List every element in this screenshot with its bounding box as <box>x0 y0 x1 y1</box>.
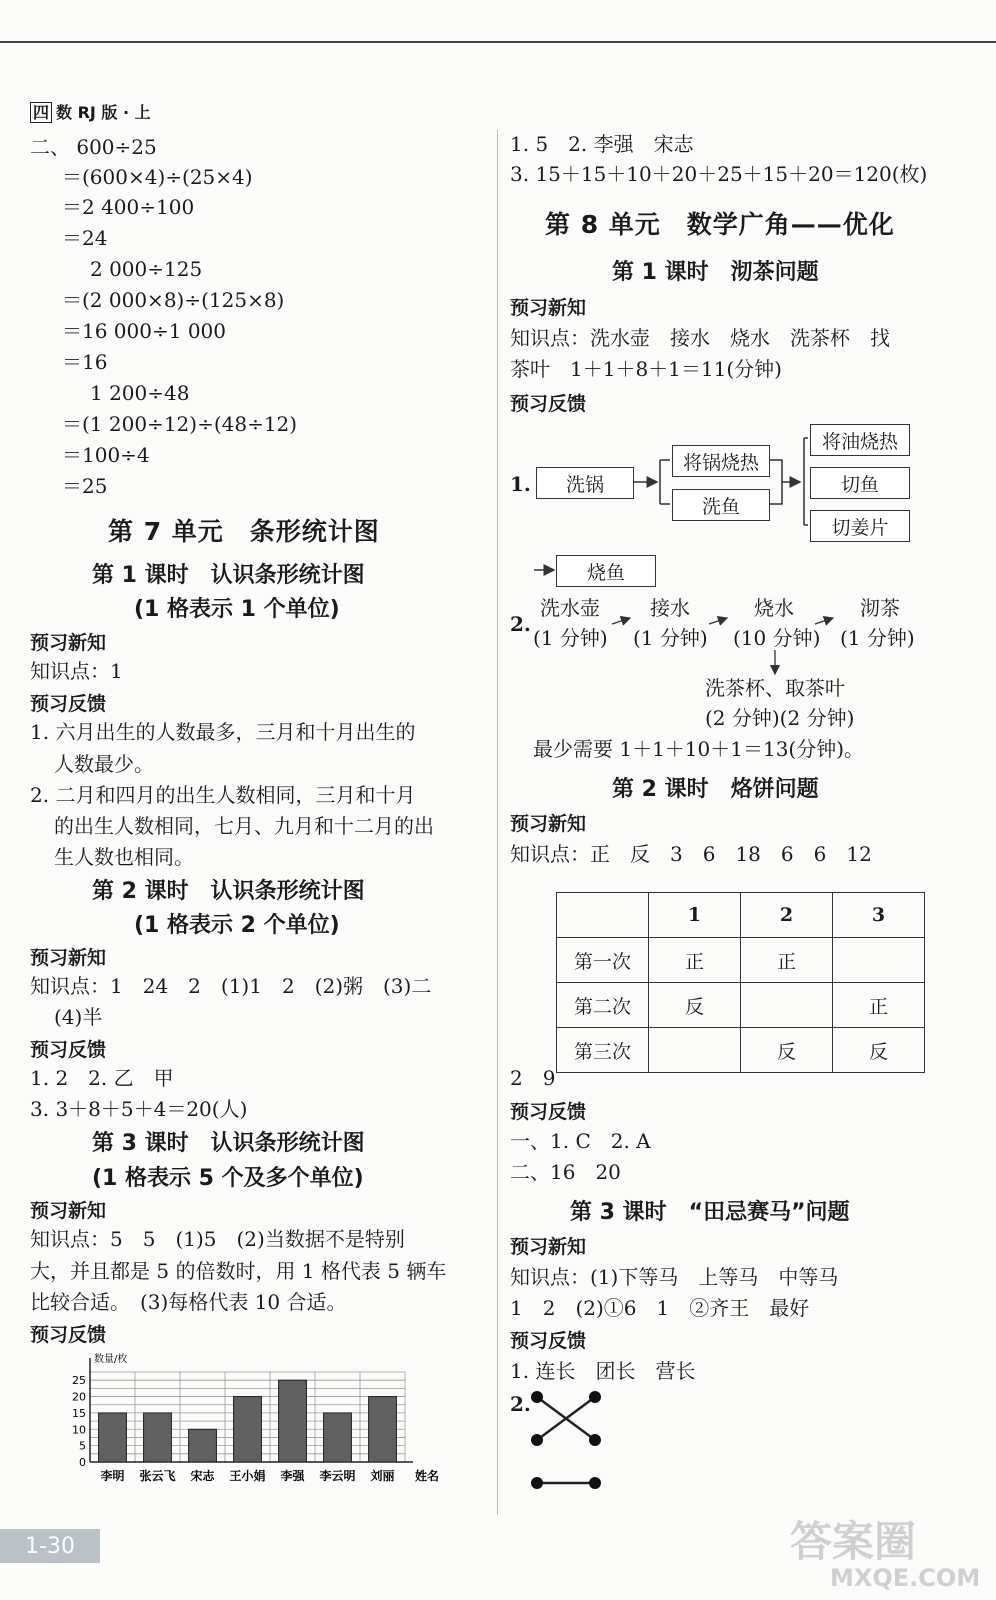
match-dot <box>531 1434 543 1446</box>
step-2-time: (1 分钟) <box>633 626 708 650</box>
match-dot <box>589 1477 601 1489</box>
table-cell: 第二次 <box>557 983 649 1028</box>
calc-line: ＝16 000÷1 000 <box>62 319 226 343</box>
table-cell <box>557 893 649 938</box>
u7-l3-sub: (1 格表示 5 个及多个单位) <box>92 1166 364 1191</box>
u7-l1-a1a: 1. 六月出生的人数最多，三月和十月出生的 <box>30 720 416 744</box>
u8-l3-title: 第 3 课时 “田忌赛马”问题 <box>570 1200 850 1225</box>
u8-l2-kp: 知识点：正 反 3 6 18 6 6 12 <box>510 842 872 866</box>
pancake-table <box>556 892 925 1073</box>
u7-l3-feedback: 预习反馈 <box>30 1324 107 1346</box>
u7-l1-a2a: 2. 二月和四月的出生人数相同，三月和十月 <box>30 783 416 807</box>
table-cell: 反 <box>741 1028 833 1073</box>
box-wash-fish: 洗鱼 <box>672 489 770 521</box>
y-tick-label: 20 <box>72 1390 86 1404</box>
u7-l3-kp2: 大，并且都是 5 的倍数时，用 1 格代表 5 辆车 <box>30 1259 447 1283</box>
bar-chart <box>50 1350 440 1490</box>
u8-l1-kp1: 知识点：洗水壶 接水 烧水 洗茶杯 找 <box>510 326 890 350</box>
watermark-logo: 答案圈 <box>790 1517 917 1566</box>
step-4-name: 沏茶 <box>860 596 900 620</box>
match-dot <box>589 1391 601 1403</box>
box-cook-fish: 烧鱼 <box>556 555 656 587</box>
u7-l2-kp1: 知识点：1 24 2 (1)1 2 (2)粥 (3)二 <box>30 974 432 998</box>
u8-l1-kp2: 茶叶 1＋1＋8＋1＝11(分钟) <box>510 357 782 381</box>
y-tick-label: 0 <box>79 1456 86 1469</box>
u8-l3-feedback: 预习反馈 <box>510 1330 587 1352</box>
calc-line: ＝100÷4 <box>62 443 150 467</box>
u8-l3-preview: 预习新知 <box>510 1236 587 1258</box>
header-rule <box>0 41 996 43</box>
x-tick-label: 张云飞 <box>139 1469 176 1483</box>
box-cut-ginger: 切姜片 <box>810 510 910 542</box>
u7-l1-feedback: 预习反馈 <box>30 693 107 715</box>
column-divider <box>497 130 498 1515</box>
u8-l2-feedback: 预习反馈 <box>510 1101 587 1123</box>
x-tick-label: 刘丽 <box>370 1469 395 1483</box>
flow-arrows <box>500 415 920 595</box>
bar <box>189 1429 217 1462</box>
step-3-time: (10 分钟) <box>733 626 821 650</box>
calc-line: 1 200÷48 <box>90 381 190 405</box>
match-dot <box>531 1391 543 1403</box>
flow-number: 1. <box>510 472 531 496</box>
u7-l3-preview: 预习新知 <box>30 1200 107 1222</box>
step-3-name: 烧水 <box>754 596 794 620</box>
q2-number: 2. <box>510 612 531 636</box>
table-cell: 第一次 <box>557 938 649 983</box>
u7-l2-sub: (1 格表示 2 个单位) <box>134 913 340 938</box>
table-row <box>557 1028 925 1073</box>
bar <box>324 1413 352 1462</box>
calc-line: ＝(2 000×8)÷(125×8) <box>62 288 285 312</box>
calc-line: ＝2 400÷100 <box>62 195 195 219</box>
calc-line: ＝24 <box>62 226 108 250</box>
r-ans1: 1. 5 2. 李强 宋志 <box>510 132 694 156</box>
u7-l1-preview: 预习新知 <box>30 632 107 654</box>
tea-min: 最少需要 1＋1＋10＋1＝13(分钟)。 <box>533 737 865 761</box>
y-tick-label: 5 <box>79 1439 86 1453</box>
u7-l2-title: 第 2 课时 认识条形统计图 <box>92 879 365 904</box>
u8-l3-kp1: 知识点：(1)下等马 上等马 中等马 <box>510 1265 839 1289</box>
tea-arrows <box>600 610 860 680</box>
match-dot <box>589 1434 601 1446</box>
u7-l3-kp1: 知识点：5 5 (1)5 (2)当数据不是特别 <box>30 1227 405 1251</box>
calc-line: ＝(600×4)÷(25×4) <box>62 165 253 189</box>
table-cell <box>741 983 833 1028</box>
grade-mark: 四 <box>30 102 52 123</box>
u7-l3-title: 第 3 课时 认识条形统计图 <box>92 1131 365 1156</box>
book-label: 数 RJ 版 · 上 <box>56 103 151 122</box>
table-cell: 正 <box>833 983 925 1028</box>
tea-sub1: 洗茶杯、取茶叶 <box>705 676 845 700</box>
table-header-row <box>557 893 925 938</box>
u8-l2-preview: 预习新知 <box>510 813 587 835</box>
bar <box>279 1380 307 1462</box>
step-2-name: 接水 <box>650 596 690 620</box>
box-wash-pot: 洗锅 <box>536 467 634 499</box>
u8-l1-title: 第 1 课时 沏茶问题 <box>612 260 819 285</box>
x-axis-label: 姓名 <box>414 1469 440 1483</box>
table-cell: 反 <box>833 1028 925 1073</box>
calc-line: ＝(1 200÷12)÷(48÷12) <box>62 412 298 436</box>
unit7-title: 第 7 单元 条形统计图 <box>108 517 380 546</box>
x-tick-label: 王小娟 <box>229 1469 266 1483</box>
x-tick-label: 李强 <box>280 1469 305 1483</box>
table-cell <box>833 938 925 983</box>
watermark-url: MXQE.COM <box>830 1564 981 1592</box>
u7-l1-a1b: 人数最少。 <box>54 752 154 776</box>
table-cell <box>649 1028 741 1073</box>
u7-l1-title: 第 1 课时 认识条形统计图 <box>92 563 365 588</box>
page-number: 1-30 <box>0 1529 100 1563</box>
box-heat-oil: 将油烧热 <box>810 424 910 456</box>
x-tick-label: 宋志 <box>190 1469 215 1483</box>
table-cell: 第三次 <box>557 1028 649 1073</box>
u8-l3-a1: 1. 连长 团长 营长 <box>510 1359 696 1383</box>
y-tick-label: 25 <box>72 1374 86 1388</box>
bar <box>144 1413 172 1462</box>
table-cell: 1 <box>649 893 741 938</box>
u7-l2-a3: 3. 3＋8＋5＋4＝20(人) <box>30 1097 248 1121</box>
u8-l2-after: 2 9 <box>510 1066 556 1090</box>
x-tick-label: 李云明 <box>319 1469 356 1483</box>
u8-l2-f1: 一、1. C 2. A <box>510 1129 651 1153</box>
bar <box>234 1397 262 1462</box>
step-4-time: (1 分钟) <box>840 626 915 650</box>
u7-l2-preview: 预习新知 <box>30 947 107 969</box>
u8-l2-title: 第 2 课时 烙饼问题 <box>612 777 819 802</box>
u7-l1-a2b: 的出生人数相同，七月、九月和十二月的出 <box>54 814 434 838</box>
table-cell: 3 <box>833 893 925 938</box>
u8-l1-preview: 预习新知 <box>510 297 587 319</box>
table-cell: 2 <box>741 893 833 938</box>
match-dot <box>531 1477 543 1489</box>
watermark <box>790 1517 981 1592</box>
u7-l1-kp: 知识点：1 <box>30 659 123 683</box>
u7-l2-a1: 1. 2 2. 乙 甲 <box>30 1066 174 1090</box>
box-cut-fish: 切鱼 <box>810 467 910 499</box>
bar <box>369 1397 397 1462</box>
calc-line: ＝16 <box>62 350 108 374</box>
y-tick-label: 15 <box>72 1406 86 1420</box>
unit8-title: 第 8 单元 数学广角——优化 <box>545 210 895 239</box>
u7-l1-sub: (1 格表示 1 个单位) <box>134 597 340 622</box>
u8-l2-f2: 二、16 20 <box>510 1160 621 1184</box>
bar <box>99 1413 127 1462</box>
u7-l2-feedback: 预习反馈 <box>30 1039 107 1061</box>
u7-l1-a2c: 生人数也相同。 <box>54 845 194 869</box>
u7-l2-kp2: (4)半 <box>54 1005 103 1029</box>
u7-l3-kp3: 比较合适。 (3)每格代表 10 合适。 <box>30 1290 347 1314</box>
r-ans3: 3. 15＋15＋10＋20＋25＋15＋20＝120(枚) <box>510 162 928 186</box>
step-1-name: 洗水壶 <box>540 596 600 620</box>
table-cell: 正 <box>741 938 833 983</box>
table-row <box>557 938 925 983</box>
tea-sub2: (2 分钟)(2 分钟) <box>705 706 855 730</box>
calc-line: ＝25 <box>62 474 108 498</box>
u8-l3-kp2: 1 2 (2)①6 1 ②齐王 最好 <box>510 1296 810 1320</box>
table-cell: 反 <box>649 983 741 1028</box>
table-cell: 正 <box>649 938 741 983</box>
calc-line: 二、 600÷25 <box>30 135 157 159</box>
book-badge <box>30 100 151 123</box>
u8-l3-a2num: 2. <box>510 1392 531 1416</box>
calc-line: 2 000÷125 <box>90 257 203 281</box>
step-1-time: (1 分钟) <box>533 626 608 650</box>
x-tick-label: 李明 <box>100 1469 125 1483</box>
table-row <box>557 983 925 1028</box>
matching-diagram <box>525 1385 615 1495</box>
box-heat-pot: 将锅烧热 <box>672 445 770 477</box>
y-tick-label: 10 <box>72 1423 86 1437</box>
u8-l1-feedback: 预习反馈 <box>510 393 587 415</box>
y-axis-label: 数量/枚 <box>94 1354 128 1365</box>
